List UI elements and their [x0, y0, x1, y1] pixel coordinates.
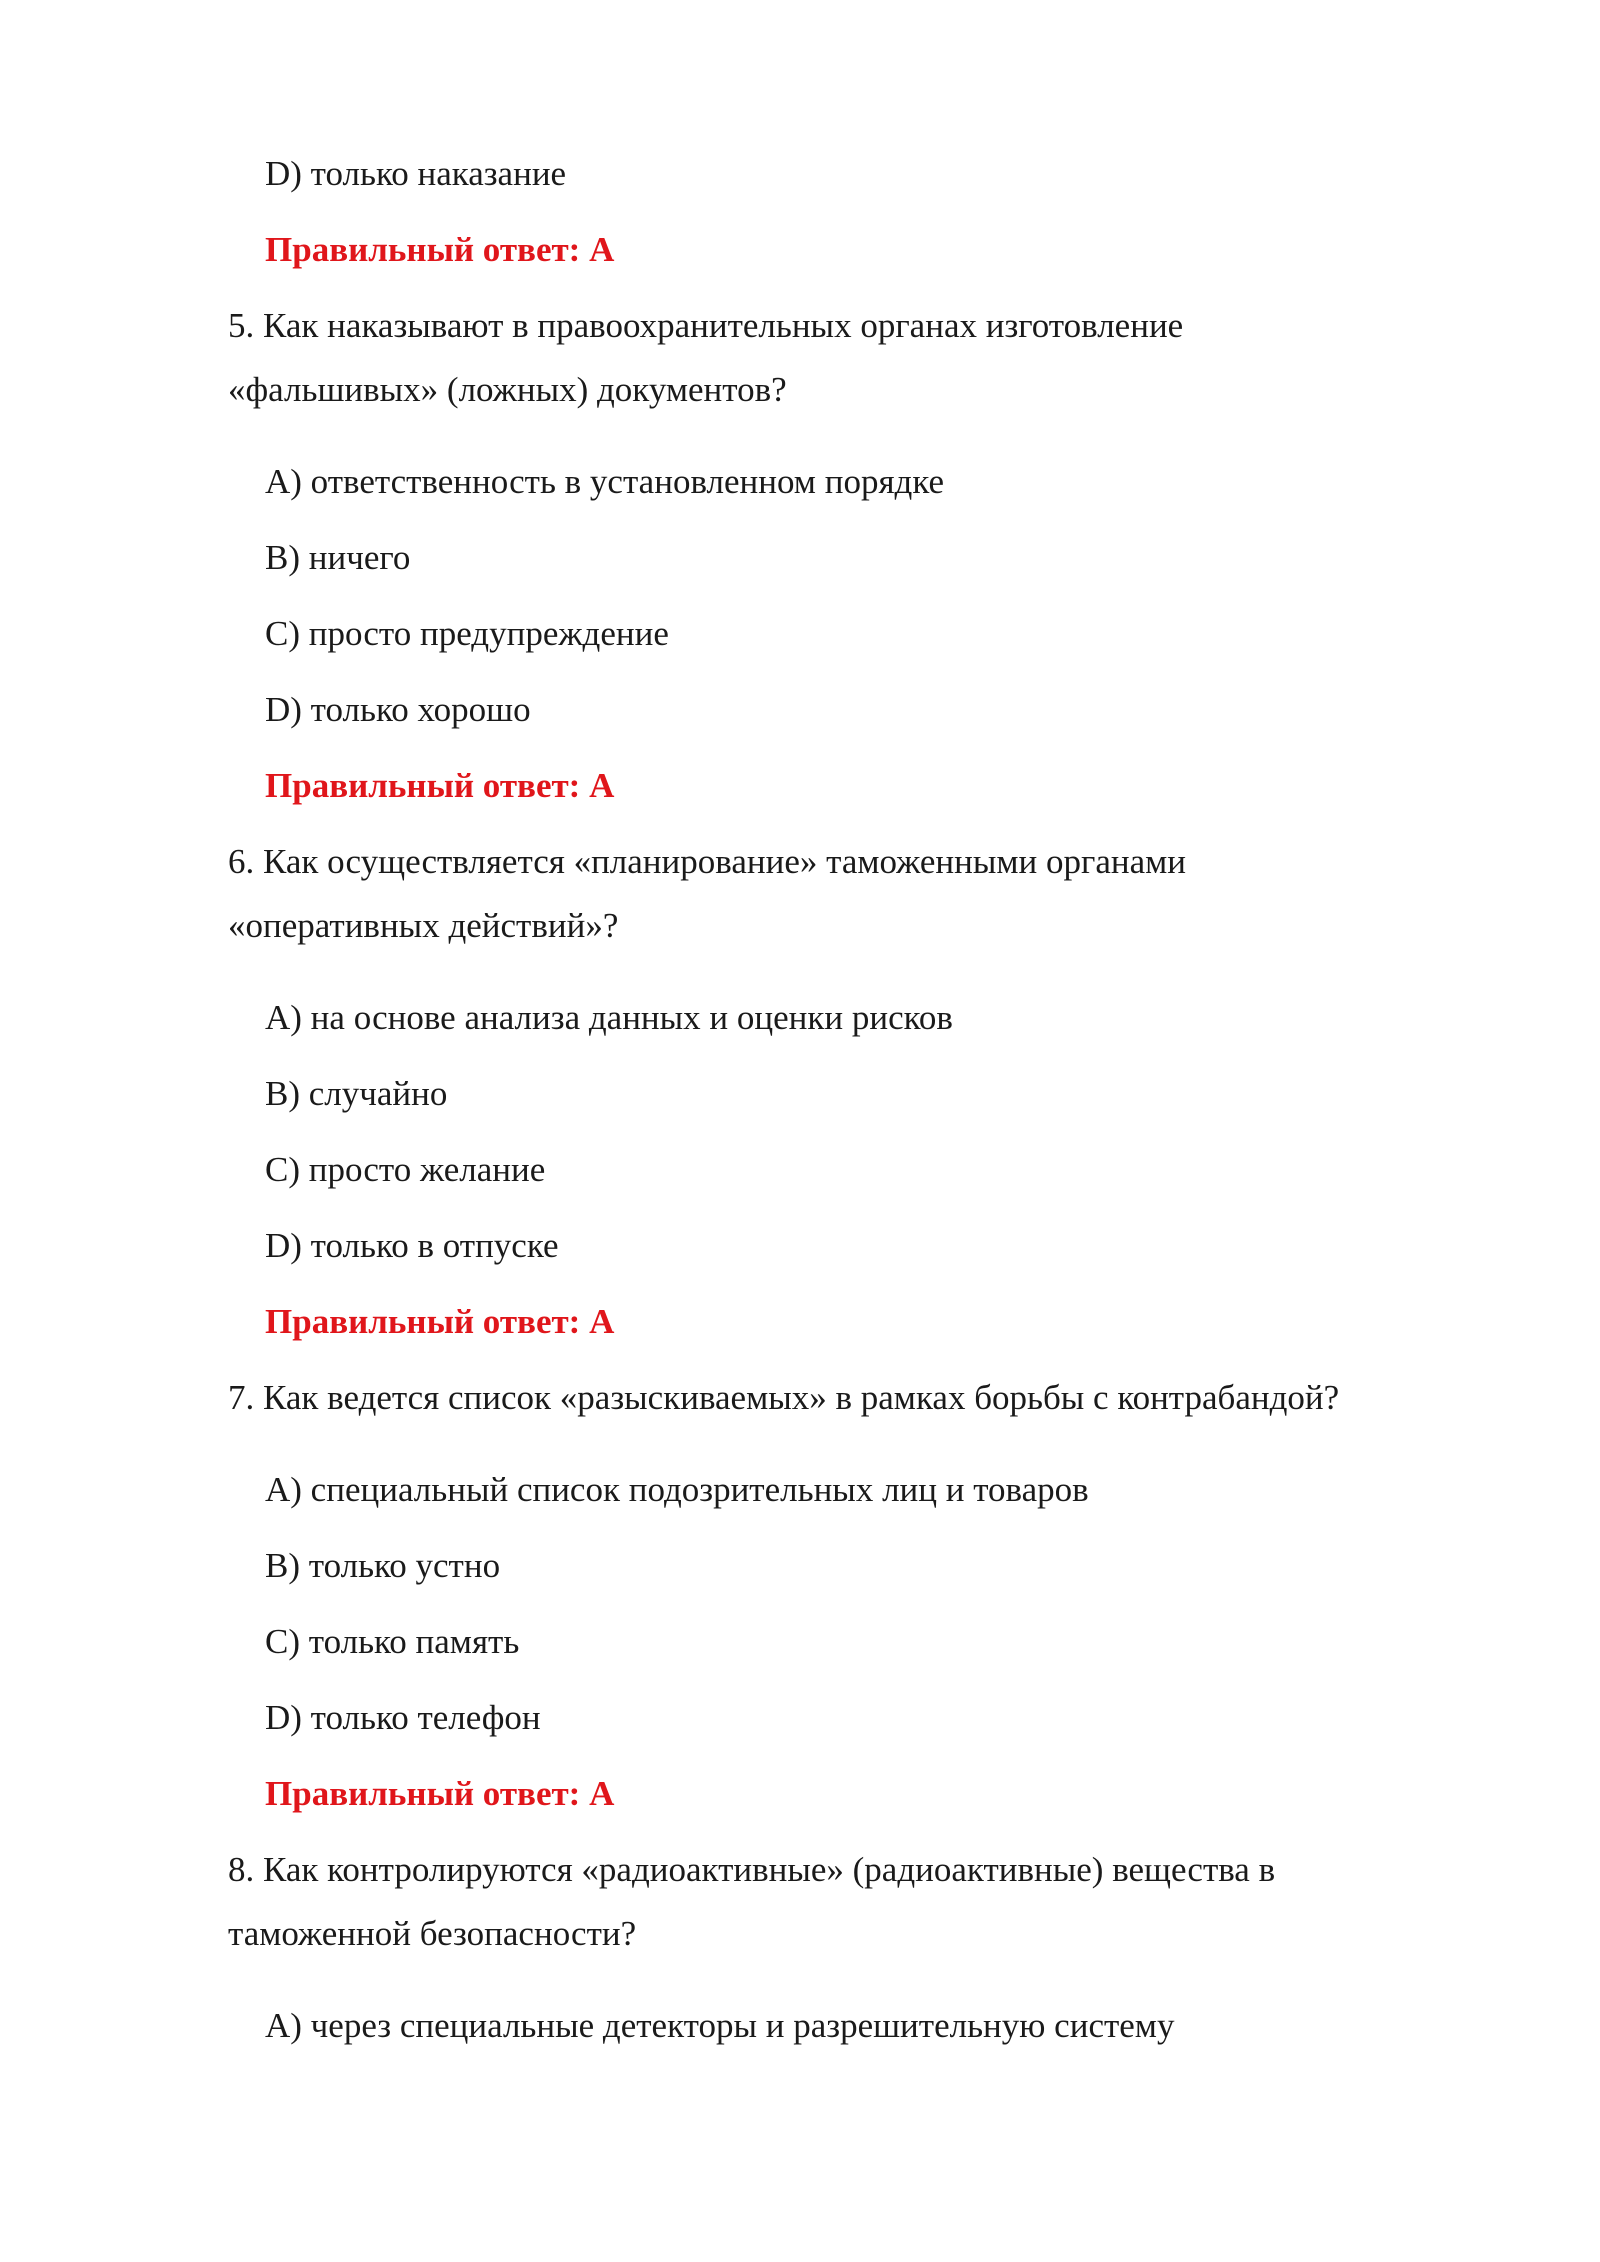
question-5-answer: Правильный ответ: A	[265, 766, 615, 805]
question-6-text-line-2: «оперативных действий»?	[228, 906, 619, 945]
question-6-option-a: A) на основе анализа данных и оценки рисков	[265, 998, 953, 1037]
question-8-text-line-1: 8. Как контролируются «радиоактивные» (радиоактивные) вещества в	[228, 1850, 1276, 1889]
question-8-option-a: A) через специальные детекторы и разрешительную систему	[265, 2006, 1175, 2045]
question-7-option-d: D) только телефон	[265, 1698, 541, 1737]
question-5-option-c: C) просто предупреждение	[265, 614, 669, 653]
question-7-option-a: A) специальный список подозрительных лиц и товаров	[265, 1470, 1089, 1509]
question-7-text-line-1: 7. Как ведется список «разыскиваемых» в рамках борьбы с контрабандой?	[228, 1378, 1340, 1417]
question-5-option-b: B) ничего	[265, 538, 411, 577]
question-8-text-line-2: таможенной безопасности?	[228, 1914, 637, 1953]
prev-question-option-d: D) только наказание	[265, 154, 567, 193]
question-5-text-line-1: 5. Как наказывают в правоохранительных органах изготовление	[228, 306, 1184, 345]
question-6-option-c: C) просто желание	[265, 1150, 546, 1189]
question-5-option-d: D) только хорошо	[265, 690, 531, 729]
question-7-option-c: C) только память	[265, 1622, 520, 1661]
question-5-text-line-2: «фальшивых» (ложных) документов?	[228, 370, 787, 409]
question-6-text-line-1: 6. Как осуществляется «планирование» таможенными органами	[228, 842, 1187, 881]
question-7-answer: Правильный ответ: A	[265, 1774, 615, 1813]
question-6-answer: Правильный ответ: A	[265, 1302, 615, 1341]
question-5-option-a: A) ответственность в установленном порядке	[265, 462, 945, 501]
question-6-option-b: B) случайно	[265, 1074, 448, 1113]
prev-question-answer: Правильный ответ: A	[265, 230, 615, 269]
question-7-option-b: B) только устно	[265, 1546, 501, 1585]
question-6-option-d: D) только в отпуске	[265, 1226, 559, 1265]
